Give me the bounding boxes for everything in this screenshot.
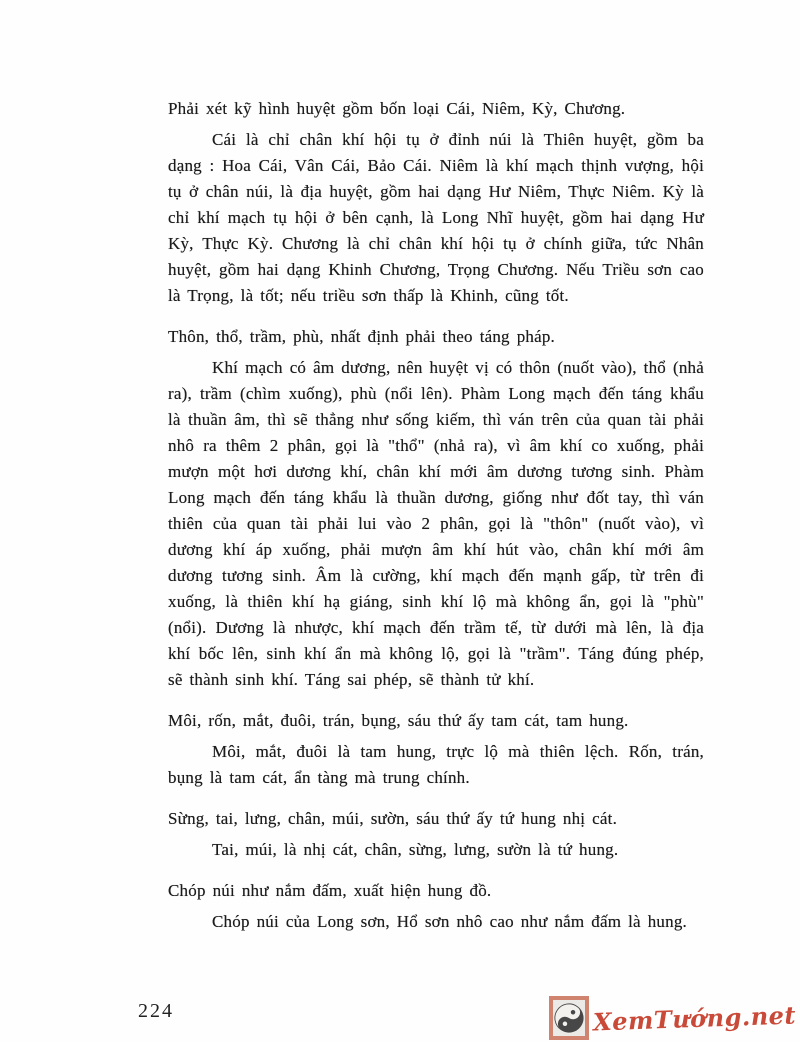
page-number: 224 bbox=[138, 1000, 174, 1022]
maxim-heading-5: Chóp núi như nắm đấm, xuất hiện hung đồ. bbox=[168, 881, 492, 900]
paragraph-1: Cái là chỉ chân khí hội tụ ở đỉnh núi là Thiên huyệt, gồm ba dạng : Hoa Cái, Vân Cái, Bảo Cái. Niêm là khí mạch thịnh vượng, hội tụ ở chân núi, là địa huyệt, gồm hai dạng Hư Niêm, Thực Niêm. Kỳ là chỉ khí mạch tụ hội ở bên cạnh, là Long Nhĩ huyệt, gồm hai dạng Hư Kỳ, Thực Kỳ. Chương là chỉ chân khí hội tụ ở chính giữa, tức Nhân huyệt, gồm hai dạng Khinh Chương, Trọng Chương. Nếu Triều sơn cao là Trọng, là tốt; nếu triều sơn thấp là Khinh, cũng tốt. bbox=[168, 130, 704, 305]
maxim-heading-2: Thôn, thổ, trầm, phù, nhất định phải theo táng pháp. bbox=[168, 327, 556, 346]
yin-yang-icon bbox=[549, 996, 589, 1040]
paragraph-4: Tai, múi, là nhị cát, chân, sừng, lưng, sườn là tứ hung. bbox=[212, 840, 619, 859]
maxim-heading-1: Phải xét kỹ hình huyệt gồm bốn loại Cái, Niêm, Kỳ, Chương. bbox=[168, 99, 626, 118]
watermark-text: XemTướng.net bbox=[592, 999, 797, 1037]
maxim-heading-3: Môi, rốn, mắt, đuôi, trán, bụng, sáu thứ ấy tam cát, tam hung. bbox=[168, 711, 629, 730]
watermark bbox=[549, 996, 796, 1040]
text-block bbox=[168, 96, 704, 935]
paragraph-5: Chóp núi của Long sơn, Hổ sơn nhô cao như nắm đấm là hung. bbox=[212, 912, 687, 931]
paragraph-3: Môi, mắt, đuôi là tam hung, trực lộ mà thiên lệch. Rốn, trán, bụng là tam cát, ẩn tàng mà trung chính. bbox=[168, 742, 704, 787]
maxim-heading-4: Sừng, tai, lưng, chân, múi, sườn, sáu thứ ấy tứ hung nhị cát. bbox=[168, 809, 618, 828]
paragraph-2: Khí mạch có âm dương, nên huyệt vị có thôn (nuốt vào), thổ (nhả ra), trầm (chìm xuống), phù (nổi lên). Phàm Long mạch đến táng khẩu là thuần âm, thì sẽ thẳng như sống kiếm, thì ván trên của quan tài phải nhô ra thêm 2 phân, gọi là "thổ" (nhả ra), vì âm khí co xuống, phải mượn một hơi dương khí, chân khí mới âm dương tương sinh. Phàm Long mạch đến táng khẩu là thuần dương, giống như đốt tay, thì ván thiên của quan tài phải lui vào 2 phân, gọi là "thôn" (nuốt vào), vì dương khí áp xuống, phải mượn âm khí hút vào, chân khí mới âm dương tương sinh. Âm là cường, khí mạch đến mạnh gấp, từ trên đi xuống, là thiên khí hạ giáng, sinh khí lộ mà không ẩn, gọi là "phù" (nổi). Dương là nhược, khí mạch đến trầm tế, từ dưới mà lên, là địa khí bốc lên, sinh khí ẩn mà không lộ, gọi là "trầm". Táng đúng phép, sẽ thành sinh khí. Táng sai phép, sẽ thành tử khí. bbox=[168, 358, 704, 689]
